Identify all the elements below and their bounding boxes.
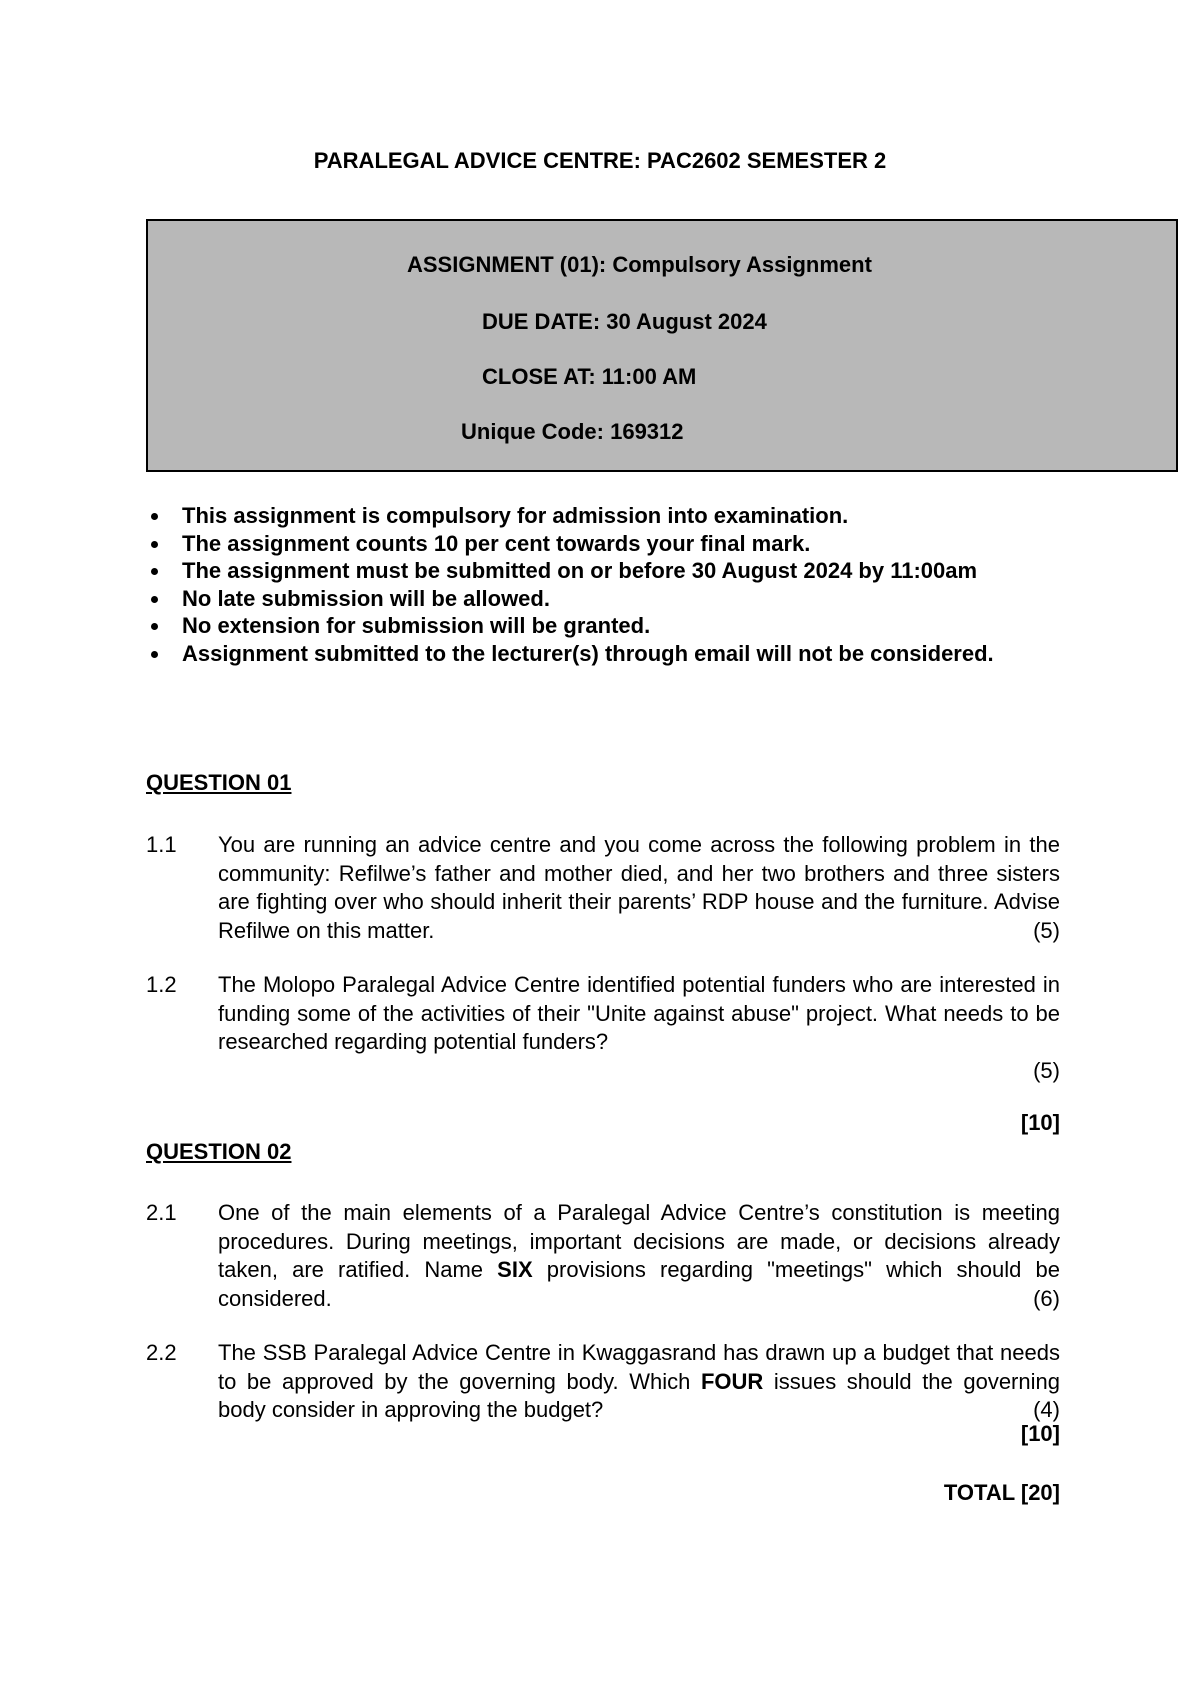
list-item: The assignment must be submitted on or before 30 August 2024 by 11:00am	[146, 557, 1026, 585]
close-time: CLOSE AT: 11:00 AM	[482, 364, 697, 389]
question-number: 1.1	[146, 832, 177, 857]
question-marks: (5)	[1033, 1057, 1060, 1083]
question-01-heading: QUESTION 01	[146, 770, 292, 795]
unique-code: Unique Code: 169312	[461, 419, 684, 444]
list-item: No extension for submission will be granted.	[146, 612, 1026, 640]
question-2-2	[146, 1339, 1060, 1425]
question-02-heading: QUESTION 02	[146, 1139, 292, 1164]
question-marks: (6)	[1033, 1285, 1060, 1311]
list-item: Assignment submitted to the lecturer(s) through email will not be considered.	[146, 640, 1026, 668]
grand-total: TOTAL [20]	[943, 1480, 1060, 1505]
question-marks: (4)	[1033, 1397, 1060, 1422]
list-item: This assignment is compulsory for admission into examination.	[146, 502, 1026, 530]
emphasis-text: SIX	[497, 1257, 533, 1282]
due-date: DUE DATE: 30 August 2024	[482, 309, 767, 334]
question-number: 1.2	[146, 972, 177, 997]
question-text: provisions regarding "meetings" which should be considered.	[218, 1257, 1060, 1311]
question-number: 2.1	[146, 1200, 177, 1225]
list-item: No late submission will be allowed.	[146, 585, 1026, 613]
question-01-total: [10]	[1020, 1110, 1060, 1135]
question-1-2	[146, 971, 1060, 1085]
assignment-info-box	[146, 219, 1178, 472]
question-number: 2.2	[146, 1340, 177, 1365]
page-title: PARALEGAL ADVICE CENTRE: PAC2602 SEMESTER 2	[313, 148, 887, 173]
list-item: The assignment counts 10 per cent towards your final mark.	[146, 530, 1026, 558]
question-text: The SSB Paralegal Advice Centre in Kwaggasrand has drawn up a budget that needs to be approved by the governing body. Which	[218, 1340, 1060, 1394]
question-1-1	[146, 831, 1060, 945]
question-text: issues should the governing body consider in approving the budget?	[218, 1368, 1060, 1422]
question-2-1	[146, 1199, 1060, 1313]
assignment-title: ASSIGNMENT (01): Compulsory Assignment	[407, 252, 872, 277]
question-text: One of the main elements of a Paralegal Advice Centre’s constitution is meeting procedures. During meetings, important decisions are made, or decisions already taken, are ratified. Name	[218, 1200, 1060, 1282]
question-marks: (5)	[1033, 917, 1060, 943]
question-text: The Molopo Paralegal Advice Centre identified potential funders who are interested in funding some of the activities of their "Unite against abuse" project. What needs to be researched regarding potential funders?	[218, 972, 1060, 1054]
emphasis-text: FOUR	[700, 1368, 764, 1394]
question-02-total: [10]	[1020, 1421, 1060, 1446]
question-text: You are running an advice centre and you come across the following problem in the community: Refilwe’s father and mother died, and her two brothers and three sisters are fighting over who should inherit their parents’ RDP house and the furniture. Advise Refilwe on this matter.	[218, 832, 1060, 943]
rules-list	[146, 502, 1026, 667]
